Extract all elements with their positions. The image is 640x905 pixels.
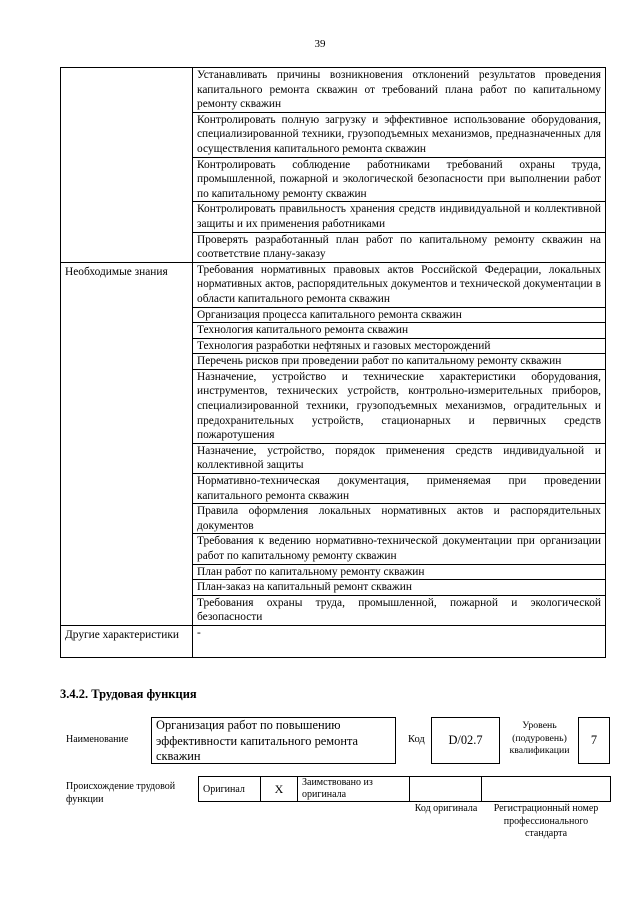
code-label: Код bbox=[408, 734, 425, 745]
skill-cell: Контролировать правильность хранения средств индивидуальной и коллективной защиты и их применения работниками bbox=[193, 202, 606, 232]
knowledge-cell: Нормативно-техническая документация, применяемая при проведении капитального ремонта скважин bbox=[193, 474, 606, 504]
skills-label-cell bbox=[61, 68, 193, 263]
knowledge-cell: Перечень рисков при проведении работ по капитальному ремонту скважин bbox=[193, 354, 606, 370]
level-label: Уровень (подуровень) квалификации bbox=[509, 720, 570, 756]
origin-label: Происхождение трудовой функции bbox=[66, 781, 176, 805]
other-label: Другие характеристики bbox=[61, 625, 193, 657]
function-code-box: D/02.7 bbox=[431, 717, 500, 764]
table-row bbox=[61, 68, 606, 113]
skill-cell: Устанавливать причины возникновения отклонений результатов проведения капитального ремонта скважин от требований плана работ по капитальному ремонту скважин bbox=[193, 68, 606, 113]
original-label-cell: Оригинал bbox=[199, 777, 261, 802]
skill-cell: Контролировать соблюдение работниками требований охраны труда, промышленной, пожарной и экологической безопасности при выполнении работ по капитальному ремонту скважин bbox=[193, 157, 606, 202]
knowledge-cell: Технология капитального ремонта скважин bbox=[193, 323, 606, 339]
knowledge-cell: Требования к ведению нормативно-технической документации при организации работ по капитальному ремонту скважин bbox=[193, 534, 606, 564]
skill-cell: Проверять разработанный план работ по капитальному ремонту скважин на соответствие плану-заказу bbox=[193, 232, 606, 262]
table-row bbox=[61, 625, 606, 657]
skill-cell: Контролировать полную загрузку и эффективное использование оборудования, специализированной техники, грузоподъемных механизмов, предназначенных для осуществления капитального ремонта скважин bbox=[193, 112, 606, 157]
competency-table bbox=[60, 67, 606, 658]
code-original-cell bbox=[410, 777, 482, 802]
knowledge-cell: Правила оформления локальных нормативных актов и распорядительных документов bbox=[193, 504, 606, 534]
knowledge-cell: План работ по капитальному ремонту скважин bbox=[193, 564, 606, 580]
level-value-box: 7 bbox=[578, 717, 610, 764]
function-name-box: Организация работ по повышению эффективности капитального ремонта скважин bbox=[151, 717, 396, 764]
knowledge-cell: План-заказ на капитальный ремонт скважин bbox=[193, 580, 606, 596]
knowledge-cell: Требования охраны труда, промышленной, пожарной и экологической безопасности bbox=[193, 595, 606, 625]
origin-table bbox=[198, 776, 611, 802]
code-original-label: Код оригинала bbox=[414, 803, 478, 814]
name-label: Наименование bbox=[66, 734, 129, 745]
table-row bbox=[61, 262, 606, 307]
knowledge-cell: Организация процесса капитального ремонта скважин bbox=[193, 307, 606, 323]
original-mark-cell: X bbox=[261, 777, 298, 802]
table-row bbox=[199, 777, 611, 802]
knowledge-cell: Требования нормативных правовых актов Российской Федерации, локальных нормативных актов, распорядительных документов и технической документации в области капитального ремонта скважин bbox=[193, 262, 606, 307]
knowledge-cell: Назначение, устройство и технические характеристики оборудования, инструментов, технических устройств, контрольно-измерительных приборов, специализированной техники, грузоподъемных механизмов, оградительных и предохранительных устройств, стационарных и первичных средств пожаротушения bbox=[193, 369, 606, 443]
knowledge-cell: Технология разработки нефтяных и газовых месторождений bbox=[193, 338, 606, 354]
knowledge-label: Необходимые знания bbox=[61, 262, 193, 625]
other-value: - bbox=[193, 625, 606, 657]
reg-number-cell bbox=[482, 777, 611, 802]
knowledge-cell: Назначение, устройство, порядок применения средств индивидуальной и коллективной защиты bbox=[193, 443, 606, 473]
page-number: 39 bbox=[314, 38, 326, 50]
section-title: 3.4.2. Трудовая функция bbox=[60, 687, 197, 701]
borrowed-label-cell: Заимствовано из оригинала bbox=[298, 777, 410, 802]
reg-number-label: Регистрационный номер профессионального стандарта bbox=[493, 803, 599, 839]
